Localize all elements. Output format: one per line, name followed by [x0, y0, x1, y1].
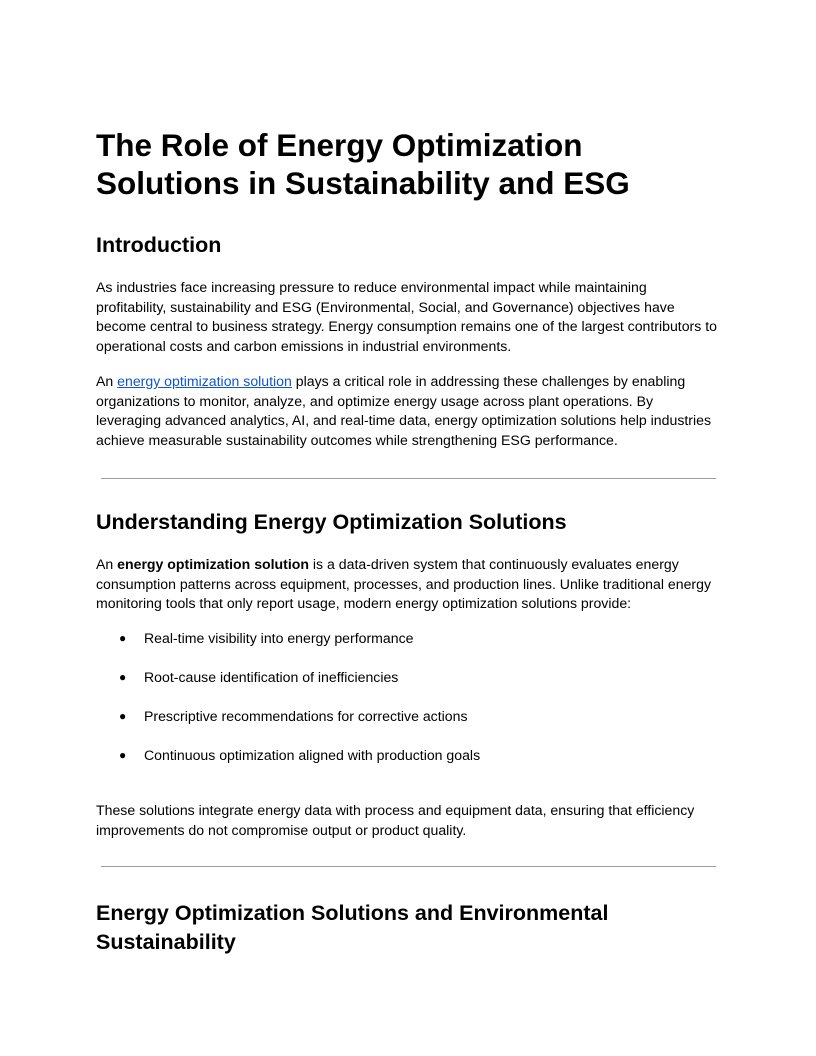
intro-heading: Introduction — [96, 233, 222, 257]
bullet-icon: ● — [119, 709, 127, 723]
list-item — [96, 627, 720, 666]
list-item-text: Real-time visibility into energy performance — [144, 630, 414, 646]
understanding-p1-bold: energy optimization solution — [117, 556, 309, 572]
list-item — [96, 705, 720, 744]
section-divider — [101, 478, 716, 479]
list-item-text: Continuous optimization aligned with production goals — [144, 747, 481, 763]
bullet-icon: ● — [119, 748, 127, 762]
understanding-paragraph-1 — [96, 555, 720, 614]
understanding-heading: Understanding Energy Optimization Solutions — [96, 510, 567, 534]
intro-paragraph-2 — [96, 372, 720, 450]
bullet-icon: ● — [119, 631, 127, 645]
list-item-text: Prescriptive recommendations for corrective actions — [144, 708, 468, 724]
environmental-heading: Energy Optimization Solutions and Environmental Sustainability — [96, 901, 609, 954]
list-item-text: Root-cause identification of inefficiencies — [144, 669, 399, 685]
energy-optimization-solution-link[interactable]: energy optimization solution — [117, 373, 292, 389]
understanding-p1-prefix: An — [96, 556, 118, 572]
understanding-p1-suffix: is a data-driven system that continuously evaluates energy consumption patterns across equipment, processes, and production lines. Unlike traditional energy monitoring tools that only report usage, modern energy optimization solutions provide: — [96, 556, 711, 611]
document-title: The Role of Energy Optimization Solutions in Sustainability and ESG — [96, 127, 630, 201]
understanding-paragraph-2: These solutions integrate energy data with process and equipment data, ensuring that efficiency improvements do not compromise output or product quality. — [96, 802, 695, 838]
capabilities-list — [96, 627, 720, 783]
section-divider — [101, 866, 716, 867]
intro-p2-prefix: An — [96, 373, 118, 389]
list-item — [96, 744, 720, 783]
list-item — [96, 666, 720, 705]
bullet-icon: ● — [119, 670, 127, 684]
intro-paragraph-1: As industries face increasing pressure to reduce environmental impact while maintaining profitability, sustainability and ESG (Environmental, Social, and Governance) objectives have become central to business strategy. Energy consumption remains one of the largest contributors to operational costs and carbon emissions in industrial environments. — [96, 279, 717, 354]
intro-p2-suffix: plays a critical role in addressing these challenges by enabling organizations to monitor, analyze, and optimize energy usage across plant operations. By leveraging advanced analytics, AI, and real-time data, energy optimization solutions help industries achieve measurable sustainability outcomes while strengthening ESG performance. — [96, 373, 711, 448]
